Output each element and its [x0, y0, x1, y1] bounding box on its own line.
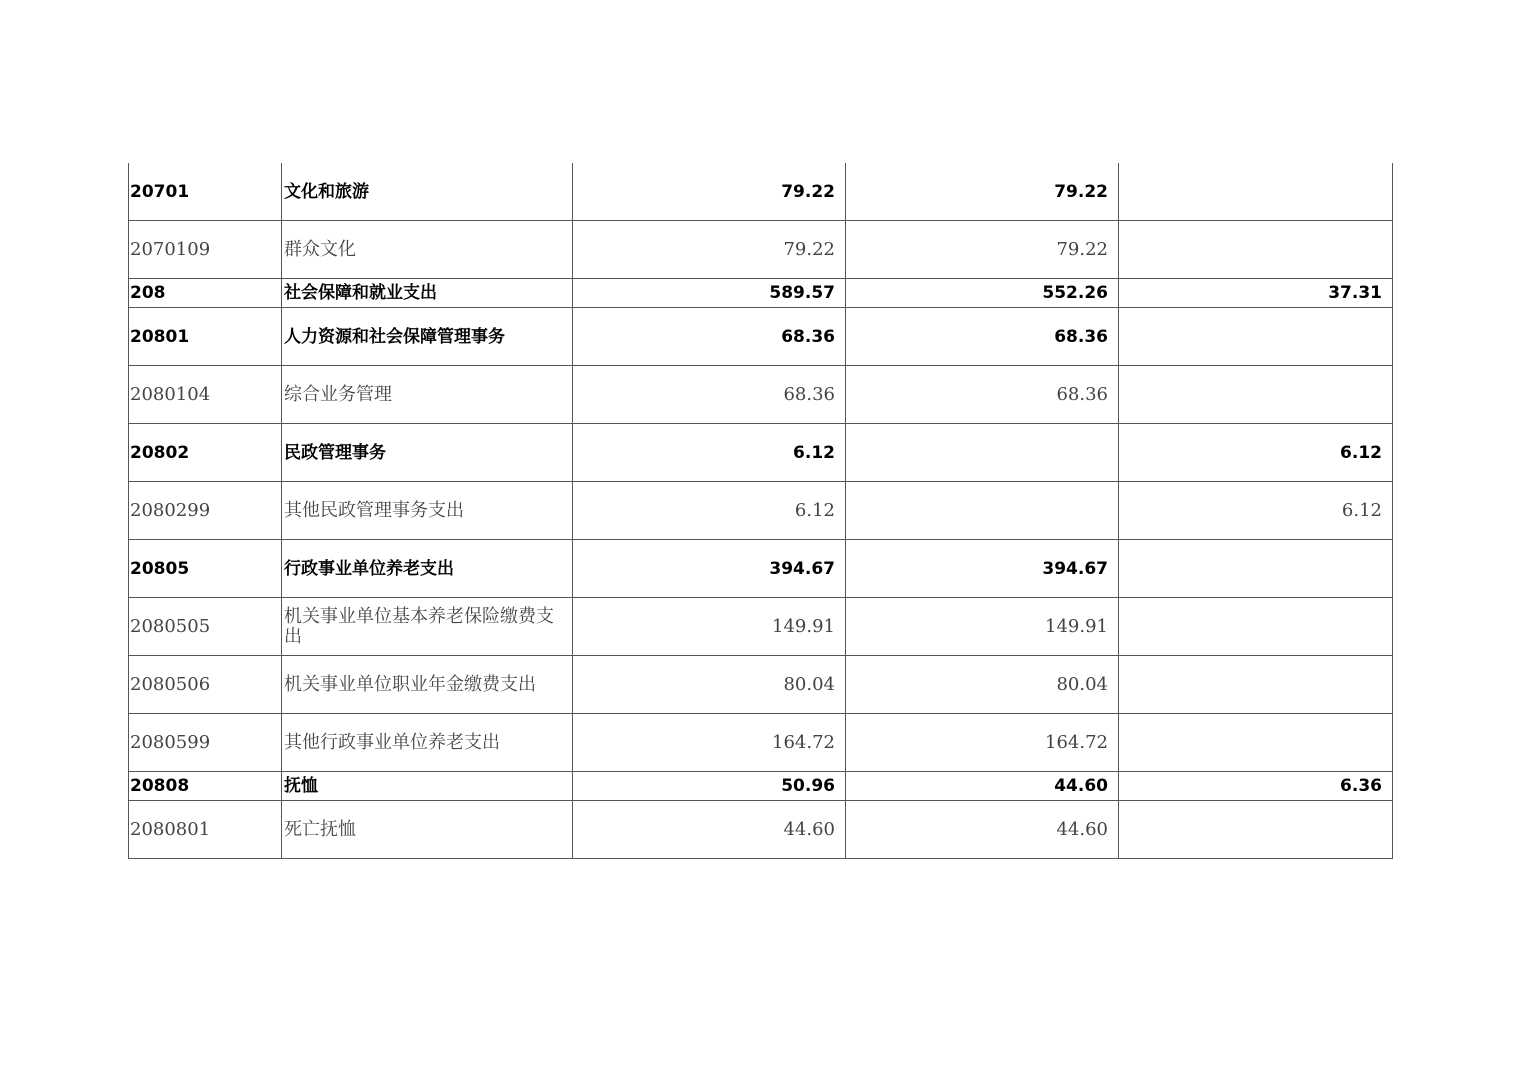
project-expense-cell: [1119, 656, 1393, 714]
table-row: [129, 482, 1393, 540]
account-name-cell: 综合业务管理: [282, 366, 573, 424]
basic-expense-cell: 80.04: [846, 656, 1119, 714]
account-name-cell: 民政管理事务: [282, 424, 573, 482]
account-code-cell: 2080104: [129, 366, 282, 424]
total-amount-cell: 80.04: [573, 656, 846, 714]
basic-expense-cell: 149.91: [846, 598, 1119, 656]
account-code-cell: 2070109: [129, 221, 282, 279]
basic-expense-cell: [846, 482, 1119, 540]
account-code-cell: 2080505: [129, 598, 282, 656]
project-expense-cell: 6.12: [1119, 482, 1393, 540]
basic-expense-cell: 394.67: [846, 540, 1119, 598]
table-row: [129, 163, 1393, 221]
table-row: [129, 221, 1393, 279]
project-expense-cell: 6.36: [1119, 772, 1393, 801]
total-amount-cell: 79.22: [573, 163, 846, 221]
account-code-cell: 20701: [129, 163, 282, 221]
total-amount-cell: 79.22: [573, 221, 846, 279]
table-row: [129, 656, 1393, 714]
total-amount-cell: 6.12: [573, 482, 846, 540]
account-code-cell: 2080801: [129, 801, 282, 859]
basic-expense-cell: 552.26: [846, 279, 1119, 308]
project-expense-cell: [1119, 308, 1393, 366]
total-amount-cell: 44.60: [573, 801, 846, 859]
total-amount-cell: 394.67: [573, 540, 846, 598]
account-code-cell: 20808: [129, 772, 282, 801]
budget-table: [128, 163, 1393, 859]
table-row: [129, 540, 1393, 598]
account-name-cell: 机关事业单位职业年金缴费支出: [282, 656, 573, 714]
basic-expense-cell: 79.22: [846, 221, 1119, 279]
total-amount-cell: 50.96: [573, 772, 846, 801]
project-expense-cell: [1119, 163, 1393, 221]
basic-expense-cell: 68.36: [846, 366, 1119, 424]
account-code-cell: 2080299: [129, 482, 282, 540]
account-code-cell: 2080599: [129, 714, 282, 772]
table-row: [129, 801, 1393, 859]
project-expense-cell: [1119, 714, 1393, 772]
project-expense-cell: 6.12: [1119, 424, 1393, 482]
project-expense-cell: [1119, 540, 1393, 598]
table-row: [129, 366, 1393, 424]
project-expense-cell: [1119, 366, 1393, 424]
account-name-cell: 机关事业单位基本养老保险缴费支出: [282, 598, 573, 656]
project-expense-cell: [1119, 801, 1393, 859]
account-name-cell: 文化和旅游: [282, 163, 573, 221]
total-amount-cell: 164.72: [573, 714, 846, 772]
table-row: [129, 424, 1393, 482]
total-amount-cell: 589.57: [573, 279, 846, 308]
basic-expense-cell: 164.72: [846, 714, 1119, 772]
basic-expense-cell: 44.60: [846, 772, 1119, 801]
total-amount-cell: 149.91: [573, 598, 846, 656]
total-amount-cell: 68.36: [573, 366, 846, 424]
account-code-cell: 208: [129, 279, 282, 308]
basic-expense-cell: 79.22: [846, 163, 1119, 221]
basic-expense-cell: [846, 424, 1119, 482]
table-row: [129, 598, 1393, 656]
table-row: [129, 714, 1393, 772]
account-name-cell: 死亡抚恤: [282, 801, 573, 859]
basic-expense-cell: 68.36: [846, 308, 1119, 366]
project-expense-cell: 37.31: [1119, 279, 1393, 308]
project-expense-cell: [1119, 598, 1393, 656]
budget-table-body: [129, 163, 1393, 859]
project-expense-cell: [1119, 221, 1393, 279]
account-name-cell: 其他民政管理事务支出: [282, 482, 573, 540]
account-code-cell: 20802: [129, 424, 282, 482]
account-code-cell: 2080506: [129, 656, 282, 714]
account-name-cell: 群众文化: [282, 221, 573, 279]
account-name-cell: 抚恤: [282, 772, 573, 801]
account-code-cell: 20801: [129, 308, 282, 366]
account-name-cell: 社会保障和就业支出: [282, 279, 573, 308]
account-code-cell: 20805: [129, 540, 282, 598]
account-name-cell: 其他行政事业单位养老支出: [282, 714, 573, 772]
table-row: [129, 279, 1393, 308]
account-name-cell: 行政事业单位养老支出: [282, 540, 573, 598]
account-name-cell: 人力资源和社会保障管理事务: [282, 308, 573, 366]
basic-expense-cell: 44.60: [846, 801, 1119, 859]
table-row: [129, 772, 1393, 801]
total-amount-cell: 68.36: [573, 308, 846, 366]
total-amount-cell: 6.12: [573, 424, 846, 482]
table-row: [129, 308, 1393, 366]
